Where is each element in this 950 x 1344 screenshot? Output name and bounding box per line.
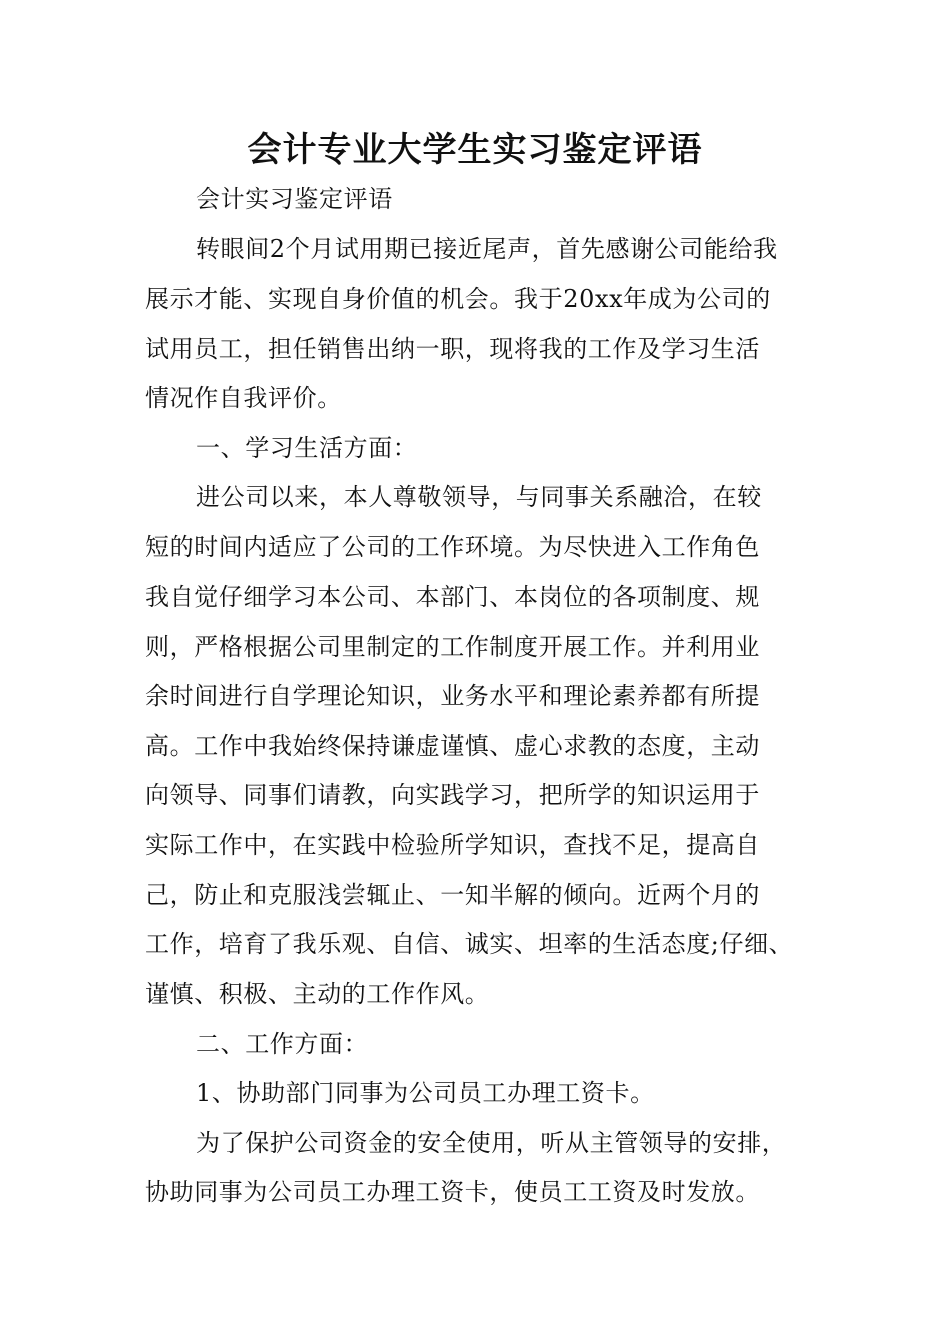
paragraph-line: 余时间进行自学理论知识，业务水平和理论素养都有所提 bbox=[145, 682, 760, 710]
paragraph-line: 工作，培育了我乐观、自信、诚实、坦率的生活态度;仔细、 bbox=[145, 930, 794, 958]
paragraph-line: 我自觉仔细学习本公司、本部门、本岗位的各项制度、规 bbox=[145, 583, 760, 611]
paragraph-line: 则，严格根据公司里制定的工作制度开展工作。并利用业 bbox=[145, 633, 760, 661]
section-heading: 一、学习生活方面： bbox=[196, 434, 418, 462]
paragraph-line: 向领导、同事们请教，向实践学习，把所学的知识运用于 bbox=[145, 781, 760, 809]
paragraph-line: 己，防止和克服浅尝辄止、一知半解的倾向。近两个月的 bbox=[145, 881, 760, 909]
paragraph-line: 试用员工，担任销售出纳一职，现将我的工作及学习生活 bbox=[145, 335, 760, 363]
document-title: 会计专业大学生实习鉴定评语 bbox=[247, 130, 703, 170]
section-heading: 二、工作方面： bbox=[196, 1030, 369, 1058]
list-item: 1、协助部门同事为公司员工办理工资卡。 bbox=[196, 1079, 655, 1107]
paragraph-line: 进公司以来，本人尊敬领导，与同事关系融洽，在较 bbox=[196, 483, 762, 511]
paragraph-line: 协助同事为公司员工办理工资卡，使员工工资及时发放。 bbox=[145, 1178, 760, 1206]
paragraph-line: 谨慎、积极、主动的工作作风。 bbox=[145, 980, 490, 1008]
paragraph-line: 实际工作中，在实践中检验所学知识，查找不足，提高自 bbox=[145, 831, 760, 859]
paragraph-line: 为了保护公司资金的安全使用，听从主管领导的安排， bbox=[196, 1129, 787, 1157]
paragraph-line: 高。工作中我始终保持谦虚谨慎、虚心求教的态度，主动 bbox=[145, 732, 760, 760]
paragraph-line: 展示才能、实现自身价值的机会。我于20xx年成为公司的 bbox=[145, 285, 771, 313]
paragraph-line: 短的时间内适应了公司的工作环境。为尽快进入工作角色 bbox=[145, 533, 760, 561]
subtitle-line: 会计实习鉴定评语 bbox=[196, 185, 393, 213]
paragraph-line: 情况作自我评价。 bbox=[145, 384, 342, 412]
paragraph-line: 转眼间2个月试用期已接近尾声，首先感谢公司能给我 bbox=[196, 235, 778, 263]
